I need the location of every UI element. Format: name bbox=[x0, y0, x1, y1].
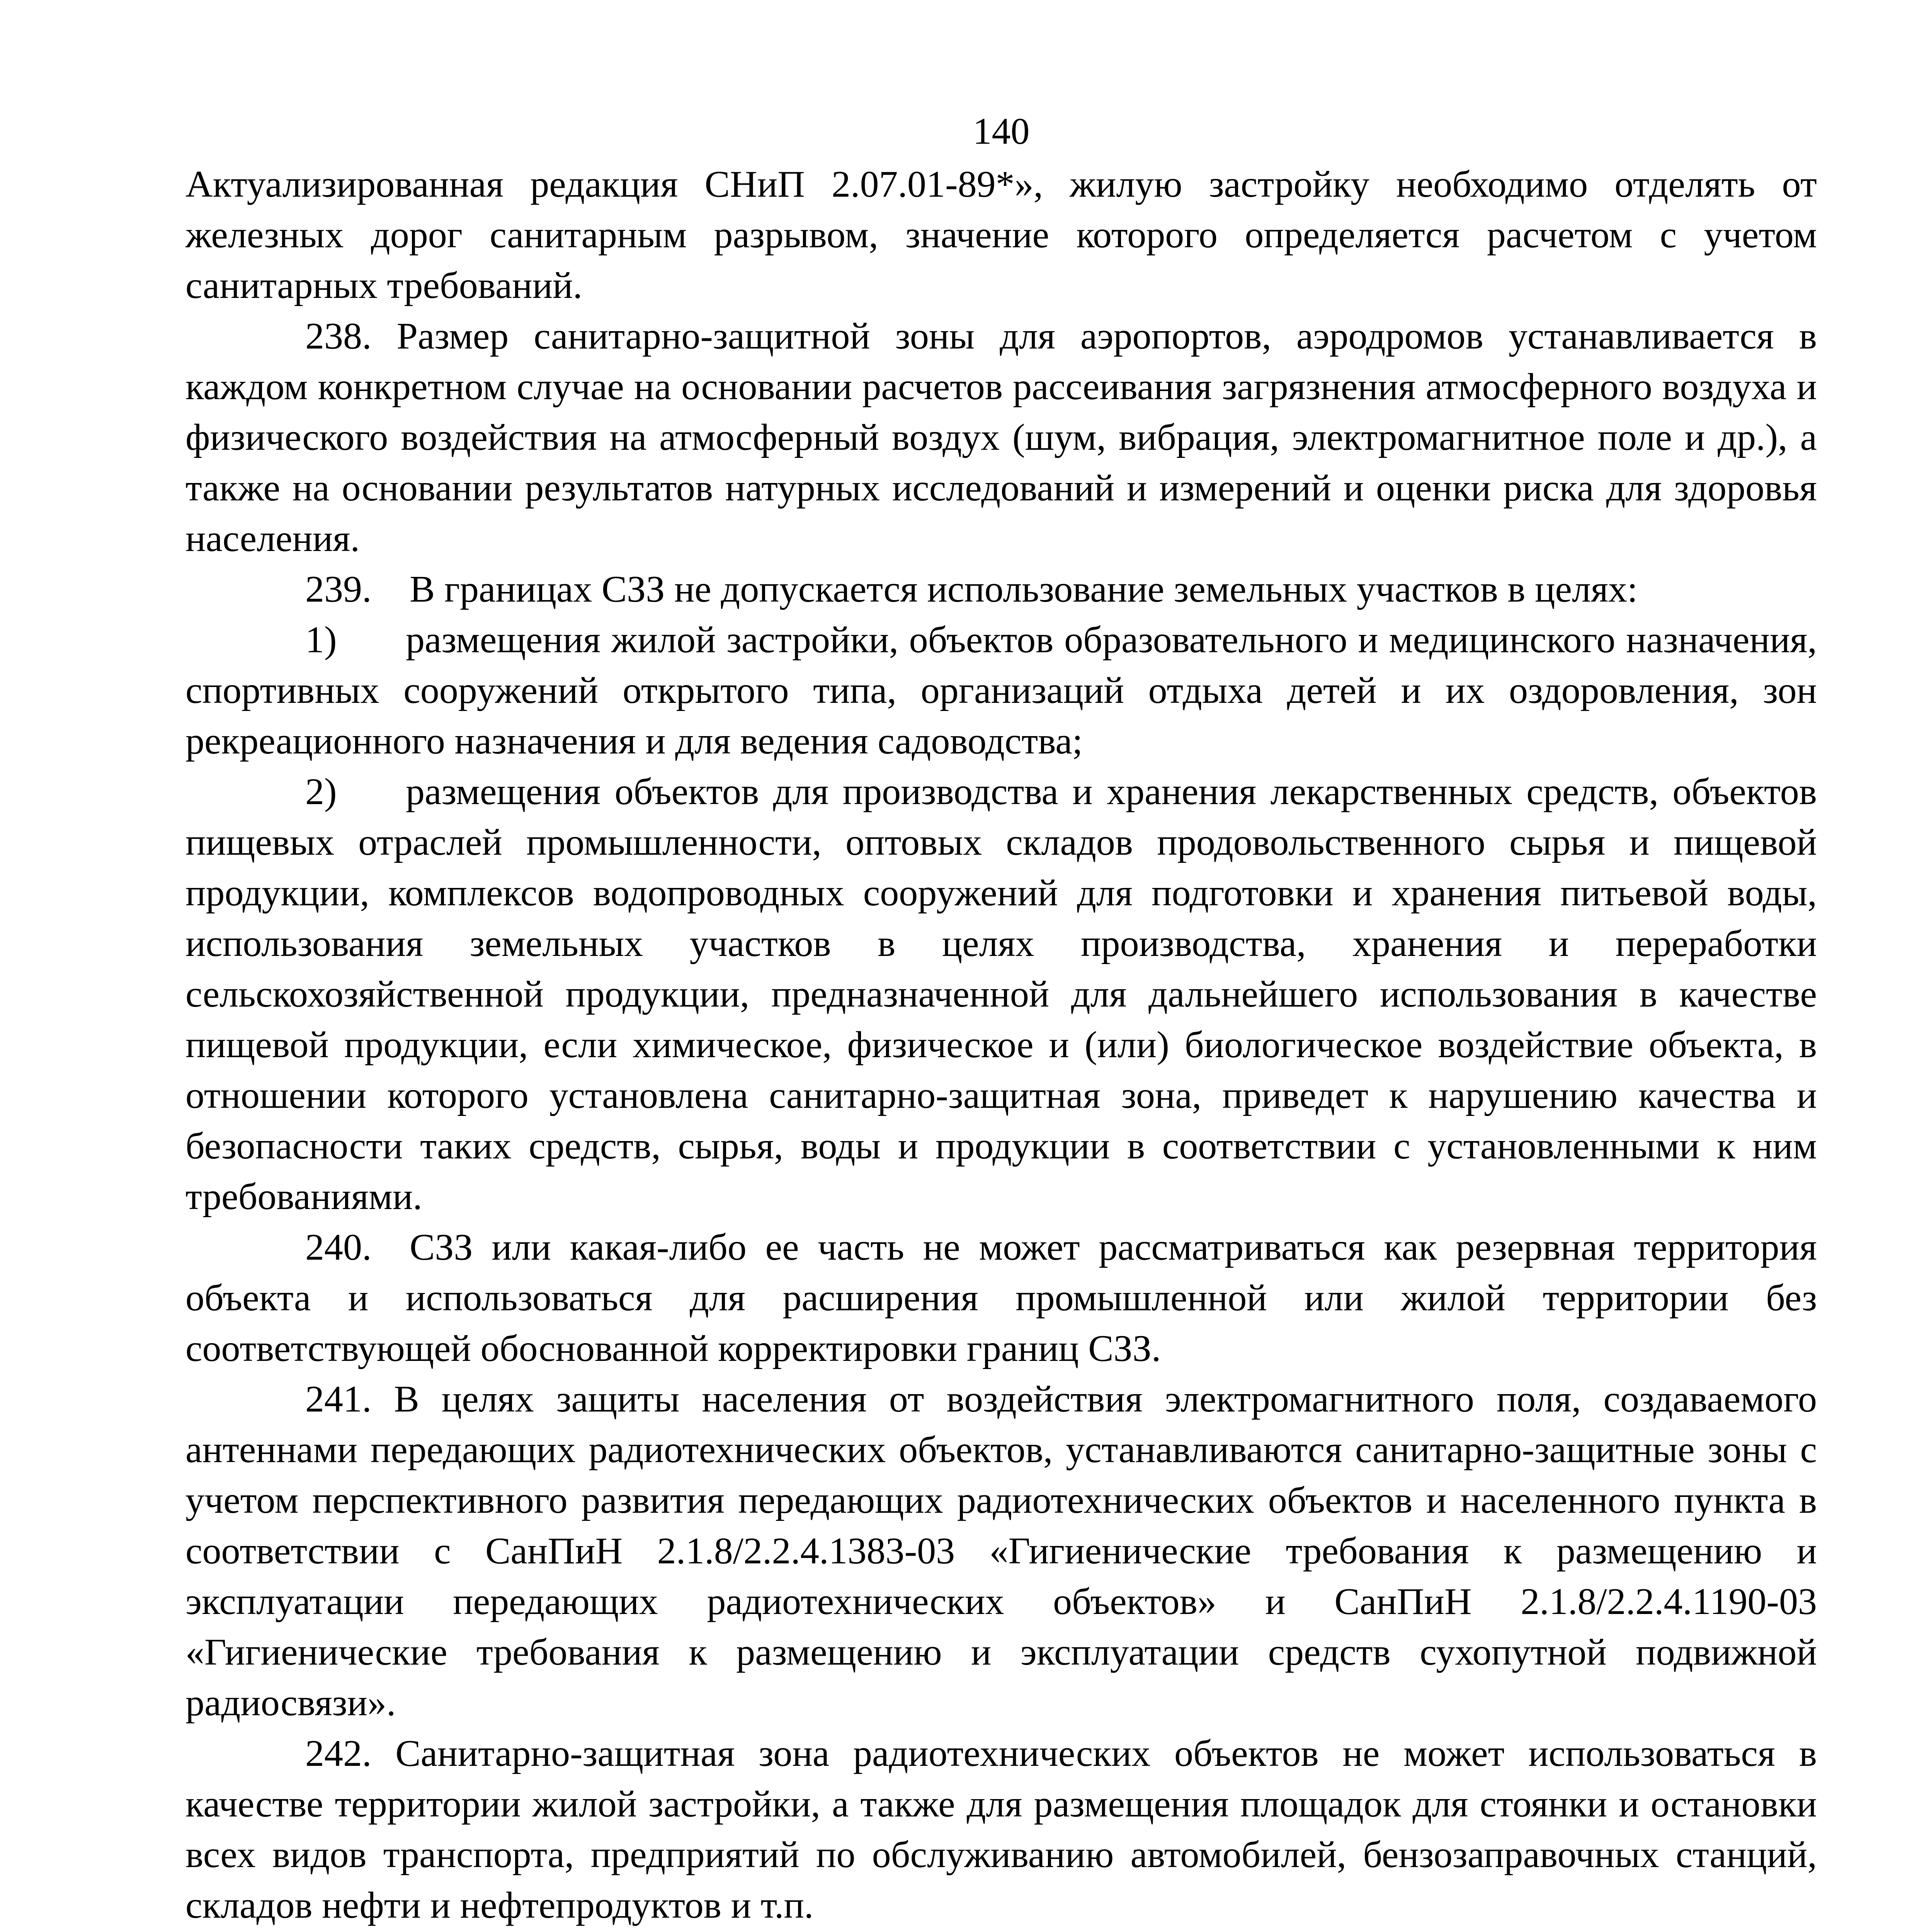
document-page bbox=[185, 108, 1817, 1932]
paragraph-239-number: 239. bbox=[305, 568, 372, 610]
paragraph-continuation: Актуализированная редакция СНиП 2.07.01-89*», жилую застройку необходимо отделять от железных дорог санитарным разрывом, значение которого определяется расчетом с учетом санитарных требований. bbox=[185, 163, 1817, 306]
paragraph-238: 238. Размер санитарно-защитной зоны для аэропортов, аэродромов устанавливается в каждом конкретном случае на основании расчетов рассеивания загрязнения атмосферного воздуха и физического воздействия на атмосферный воздух (шум, вибрация, электромагнитное поле и др.), а также на основании результатов натурных исследований и измерений и оценки риска для здоровья населения. bbox=[185, 315, 1817, 560]
list-item-1 bbox=[185, 615, 1817, 767]
list-item-2-text: размещения объектов для производства и хранения лекарственных средств, объектов пищевых отраслей промышленности, оптовых складов продовольственного сырья и пищевой продукции, комплексов водопроводных сооружений для подготовки и хранения питьевой воды, использования земельных участков в целях производства, хранения и переработки сельскохозяйственной продукции, предназначенной для дальнейшего использования в качестве пищевой продукции, если химическое, физическое и (или) биологическое воздействие объекта, в отношении которого установлена санитарно-защитная зона, приведет к нарушению качества и безопасности таких средств, сырья, воды и продукции в соответствии с установленными к ним требованиями. bbox=[185, 771, 1817, 1218]
paragraph-240 bbox=[185, 1222, 1817, 1374]
list-item-1-text: размещения жилой застройки, объектов образовательного и медицинского назначения, спортивных сооружений открытого типа, организаций отдыха детей и их оздоровления, зон рекреационного назначения и для ведения садоводства; bbox=[185, 619, 1817, 762]
list-item-2 bbox=[185, 767, 1817, 1222]
page-number: 140 bbox=[973, 111, 1030, 152]
list-item-2-number: 2) bbox=[305, 771, 337, 813]
paragraph-242: 242. Санитарно-защитная зона радиотехнических объектов не может использоваться в качестве территории жилой застройки, а также для размещения площадок для стоянки и остановки всех видов транспорта, предприятий по обслуживанию автомобилей, бензозаправочных станций, складов нефти и нефтепродуктов и т.п. bbox=[185, 1733, 1817, 1926]
paragraph-241: 241. В целях защиты населения от воздействия электромагнитного поля, создаваемого антеннами передающих радиотехнических объектов, устанавливаются санитарно-защитные зоны с учетом перспективного развития передающих радиотехнических объектов и населенного пункта в соответствии с СанПиН 2.1.8/2.2.4.1383-03 «Гигиенические требования к размещению и эксплуатации передающих радиотехнических объектов» и СанПиН 2.1.8/2.2.4.1190-03 «Гигиенические требования к размещению и эксплуатации средств сухопутной подвижной радиосвязи». bbox=[185, 1378, 1817, 1724]
paragraph-239-text: В границах СЗЗ не допускается использование земельных участков в целях: bbox=[410, 568, 1638, 610]
list-item-1-number: 1) bbox=[305, 619, 337, 661]
paragraph-240-number: 240. bbox=[305, 1226, 372, 1268]
paragraph-240-text: СЗЗ или какая-либо ее часть не может рассматриваться как резервная территория объекта и использоваться для расширения промышленной или жилой территории без соответствующей обоснованной корректировки границ СЗЗ. bbox=[185, 1226, 1817, 1369]
paragraph-239 bbox=[185, 564, 1817, 615]
